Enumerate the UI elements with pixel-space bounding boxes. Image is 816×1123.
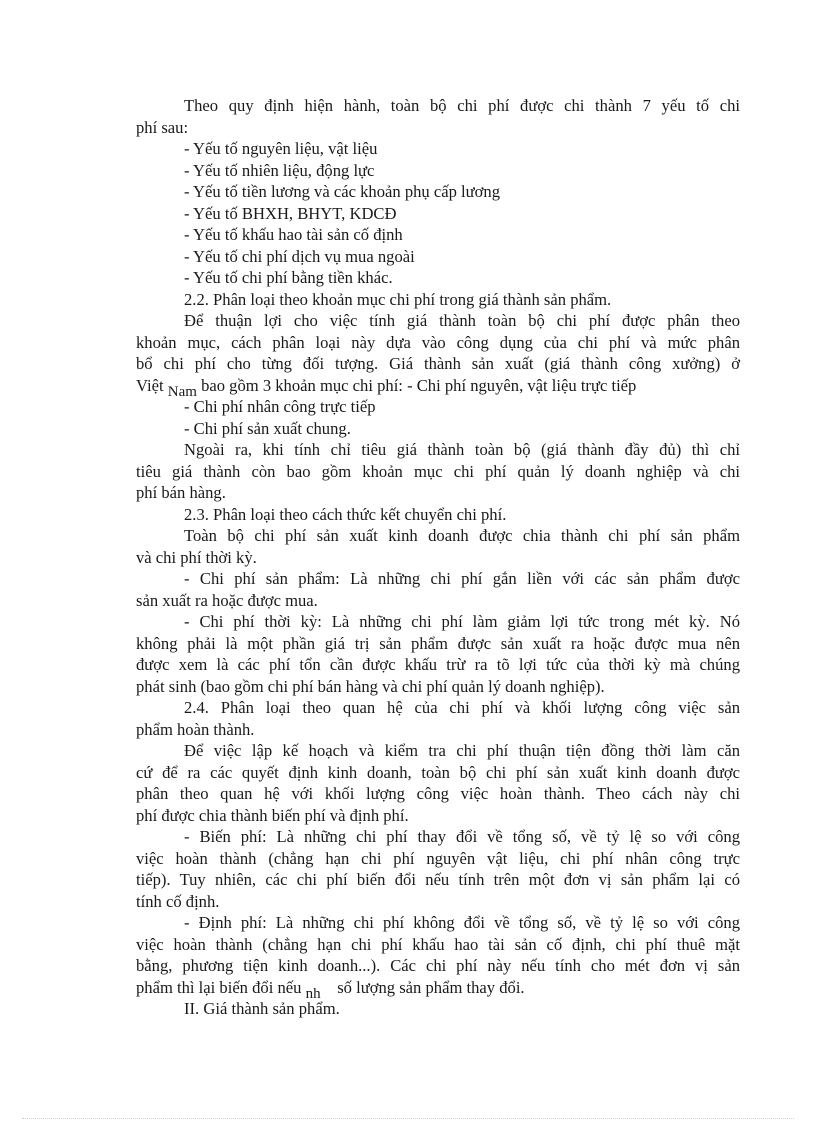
- paragraph-line: phí được chia thành biến phí và định phí.: [136, 805, 409, 825]
- section-heading: II. Giá thành sản phẩm.: [184, 999, 340, 1018]
- paragraph-line: tính cố định.: [136, 891, 220, 911]
- list-item: - Yếu tố chi phí dịch vụ mua ngoài: [184, 246, 415, 266]
- paragraph-line: tiêu giá thành còn bao gồm khoản mục chi phí quản lý doanh nghiệp và chi: [136, 461, 740, 481]
- line-fragment: bao gồm 3 khoản mục chi phí: - Chi phí nguyên, vật liệu trực tiếp: [201, 375, 637, 395]
- paragraph-line: việc hoàn thành (chẳng hạn chi phí khấu hao tài sản cố định, chi phí thuê mặt: [136, 934, 740, 954]
- paragraph-line: [136, 977, 740, 1002]
- paragraph-line: phát sinh (bao gồm chi phí bán hàng và chi phí quản lý doanh nghiệp).: [136, 676, 605, 696]
- paragraph-line: Toàn bộ chi phí sản xuất kinh doanh được chia thành chi phí sản phẩm: [184, 526, 740, 545]
- paragraph-line: và chi phí thời kỳ.: [136, 547, 257, 567]
- paragraph-line: phí sau:: [136, 117, 189, 137]
- list-item: - Yếu tố BHXH, BHYT, KDCĐ: [184, 203, 397, 223]
- paragraph-line: bổ chi phí cho từng đối tượng. Giá thành sản xuất (giá thành công xưởng) ở: [136, 354, 740, 373]
- paragraph-line: - Biến phí: Là những chi phí thay đổi về tổng số, về tỷ lệ so với công: [184, 827, 740, 846]
- line-fragment: Việt: [136, 375, 164, 395]
- paragraph-line: phân theo quan hệ với khối lượng công việc hoàn thành. Theo cách này chi: [136, 784, 740, 803]
- subscript-fragment: Nam: [167, 383, 197, 400]
- list-item: - Yếu tố tiền lương và các khoản phụ cấp lương: [184, 182, 501, 201]
- paragraph-line: [136, 375, 740, 400]
- body-text: [136, 95, 740, 1020]
- section-heading: 2.2. Phân loại theo khoản mục chi phí trong giá thành sản phẩm.: [184, 289, 612, 309]
- list-item: - Chi phí nhân công trực tiếp: [184, 397, 376, 416]
- section-heading: 2.4. Phân loại theo quan hệ của chi phí và khối lượng công việc sản: [184, 698, 740, 717]
- list-item: - Chi phí sản xuất chung.: [184, 418, 351, 438]
- paragraph-line: - Chi phí sản phẩm: Là những chi phí gắn liền với các sản phẩm được: [184, 569, 740, 588]
- paragraph-line: được xem là các phí tổn cần được khấu trừ ra tõ lợi tức của thời kỳ mà chúng: [136, 655, 740, 674]
- list-item: - Yếu tố nguyên liệu, vật liệu: [184, 139, 378, 158]
- paragraph-line: cứ để ra các quyết định kinh doanh, toàn bộ chi phí sản xuất kinh doanh được: [136, 762, 740, 782]
- paragraph-line: Theo quy định hiện hành, toàn bộ chi phí được chi thành 7 yếu tố chi: [184, 96, 740, 115]
- subscript-fragment: nh: [305, 985, 321, 1002]
- paragraph-line: Để thuận lợi cho việc tính giá thành toàn bộ chi phí được phân theo: [184, 311, 740, 330]
- section-heading: 2.3. Phân loại theo cách thức kết chuyển chi phí.: [184, 504, 507, 524]
- list-item: - Yếu tố nhiên liệu, động lực: [184, 160, 375, 180]
- paragraph-line: Để việc lập kế hoạch và kiểm tra chi phí thuận tiện đồng thời làm căn: [184, 741, 740, 760]
- list-item: - Yếu tố chi phí bằng tiền khác.: [184, 268, 393, 287]
- paragraph-line: tiếp). Tuy nhiên, các chi phí biến đổi nếu tính trên một đơn vị sản phẩm lại có: [136, 870, 740, 889]
- line-fragment: số lượng sản phẩm thay đổi.: [337, 977, 525, 997]
- list-item: - Yếu tố khấu hao tài sản cố định: [184, 225, 403, 244]
- line-fragment: phẩm thì lại biến đổi nếu: [136, 977, 302, 997]
- paragraph-line: bằng, phương tiện kinh doanh...). Các chi phí này nếu tính cho mét đơn vị sản: [136, 956, 740, 975]
- paragraph-line: việc hoàn thành (chẳng hạn chi phí nguyên vật liệu, chi phí nhân công trực: [136, 848, 740, 868]
- paragraph-line: sản xuất ra hoặc được mua.: [136, 590, 318, 610]
- page-bottom-divider: [22, 1118, 794, 1119]
- paragraph-line: - Định phí: Là những chi phí không đổi về tổng số, về tỷ lệ so với công: [184, 913, 740, 932]
- paragraph-line: phí bán hàng.: [136, 483, 226, 502]
- paragraph-line: khoản mục, cách phân loại này dựa vào công dụng của chi phí và mức phân: [136, 332, 740, 352]
- paragraph-line: - Chi phí thời kỳ: Là những chi phí làm giảm lợi tức trong mét kỳ. Nó: [184, 612, 740, 631]
- paragraph-line: không phải là một phần giá trị sản phẩm được sản xuất ra hoặc được mua nên: [136, 633, 740, 653]
- paragraph-line: Ngoài ra, khi tính chỉ tiêu giá thành toàn bộ (giá thành đầy đủ) thì chỉ: [184, 440, 740, 459]
- section-heading: phẩm hoàn thành.: [136, 719, 255, 739]
